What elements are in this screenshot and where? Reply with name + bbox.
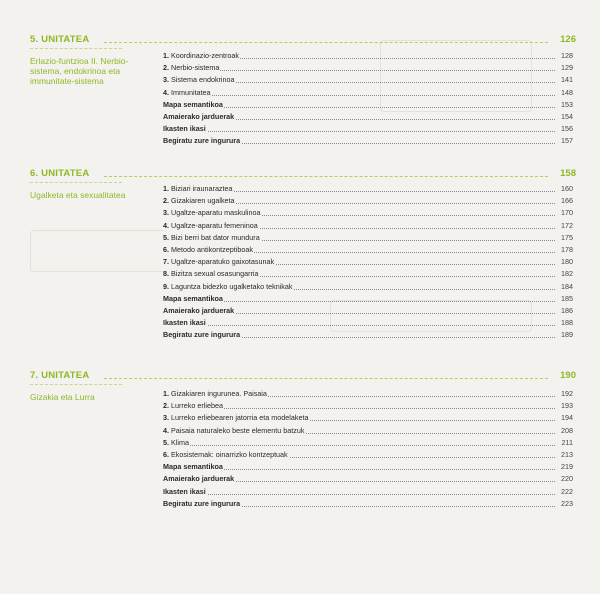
toc-entry[interactable]: 5. Klima 211 <box>163 437 573 447</box>
toc-entry[interactable]: Ikasten ikasi 222 <box>163 486 573 496</box>
toc-entry[interactable]: 3. Lurreko erliebearen jatorria eta modelaketa 194 <box>163 413 573 423</box>
toc-entry[interactable]: Begiratu zure ingurura 157 <box>163 136 573 146</box>
unit-subtitle: Erlazio-funtzioa II. Nerbio-sistema, endokrinoa eta immunitate-sistema <box>30 56 129 86</box>
unit-divider <box>104 378 548 379</box>
unit-page-number: 190 <box>560 370 576 381</box>
toc-entry[interactable]: 2. Gizakiaren ugalketa 166 <box>163 196 573 206</box>
unit-title: 6. UNITATEA <box>30 168 90 179</box>
unit-divider <box>104 176 548 177</box>
unit-page-number: 126 <box>560 34 576 45</box>
entry-page-number: 211 <box>561 437 573 447</box>
unit-header <box>30 34 576 48</box>
toc-entry[interactable]: 4. Ugaltze-aparatu femeninoa 172 <box>163 220 573 230</box>
entry-page-number: 129 <box>561 63 573 73</box>
unit-title: 7. UNITATEA <box>30 370 90 381</box>
subtitle-divider <box>30 48 122 49</box>
entry-page-number: 156 <box>561 124 573 134</box>
toc-entry[interactable]: 6. Metodo antikontzeptiboak 178 <box>163 244 573 254</box>
entry-page-number: 184 <box>561 281 573 291</box>
toc-entry[interactable]: 2. Lurreko erliebea 193 <box>163 401 573 411</box>
entry-page-number: 178 <box>561 244 573 254</box>
toc-entry[interactable]: 2. Nerbio-sistema 129 <box>163 63 573 73</box>
entry-page-number: 220 <box>561 474 573 484</box>
unit-subtitle: Ugalketa eta sexualitatea <box>30 190 126 200</box>
toc-entry[interactable]: Ikasten ikasi 156 <box>163 124 573 134</box>
toc-entry[interactable]: Amaierako jarduerak 186 <box>163 305 573 315</box>
toc-entry[interactable]: Mapa semantikoa 185 <box>163 293 573 303</box>
faint-background-shape <box>30 230 172 272</box>
entry-page-number: 222 <box>561 486 573 496</box>
unit-subtitle: Gizakia eta Lurra <box>30 392 95 402</box>
entry-page-number: 186 <box>561 305 573 315</box>
unit-header <box>30 168 576 182</box>
toc-entry[interactable]: Amaierako jarduerak 154 <box>163 111 573 121</box>
entry-page-number: 223 <box>561 498 573 508</box>
entry-page-number: 154 <box>561 111 573 121</box>
unit-title: 5. UNITATEA <box>30 34 90 45</box>
toc-entry[interactable]: 1. Gizakiaren ingurunea. Paisaia 192 <box>163 389 573 398</box>
toc-entry[interactable]: 1. Biziari iraunaraztea 160 <box>163 184 573 193</box>
entry-page-number: 180 <box>561 257 573 267</box>
toc-entry[interactable]: 8. Bizitza sexual osasungarria 182 <box>163 269 573 279</box>
entry-page-number: 193 <box>561 401 573 411</box>
subtitle-divider <box>30 182 122 183</box>
entry-page-number: 148 <box>561 87 573 97</box>
entry-page-number: 172 <box>561 220 573 230</box>
entry-page-number: 185 <box>561 293 573 303</box>
entry-page-number: 182 <box>561 269 573 279</box>
entry-page-number: 160 <box>561 184 573 193</box>
entry-list <box>163 388 573 510</box>
entry-list <box>163 183 573 341</box>
toc-entry[interactable]: 1. Koordinazio-zentroak 128 <box>163 51 573 60</box>
entry-page-number: 175 <box>561 232 573 242</box>
toc-entry[interactable]: 4. Immunitatea 148 <box>163 87 573 97</box>
toc-entry[interactable]: 5. Bizi berri bat dator mundura 175 <box>163 232 573 242</box>
toc-entry[interactable]: 6. Ekosistemak: oinarrizko kontzeptuak 213 <box>163 449 573 459</box>
entry-page-number: 128 <box>561 51 573 60</box>
toc-entry[interactable]: Ikasten ikasi 188 <box>163 318 573 328</box>
entry-page-number: 153 <box>561 99 573 109</box>
entry-page-number: 213 <box>561 449 573 459</box>
toc-entry[interactable]: 4. Paisaia naturaleko beste elementu batzuk 208 <box>163 425 573 435</box>
unit-page-number: 158 <box>560 168 576 179</box>
entry-page-number: 166 <box>561 196 573 206</box>
entry-page-number: 141 <box>561 75 573 85</box>
entry-page-number: 194 <box>561 413 573 423</box>
entry-page-number: 219 <box>561 462 573 472</box>
toc-entry[interactable]: 3. Sistema endokrinoa 141 <box>163 75 573 85</box>
entry-page-number: 192 <box>561 389 573 398</box>
entry-list <box>163 50 573 148</box>
entry-page-number: 188 <box>561 318 573 328</box>
entry-page-number: 170 <box>561 208 573 218</box>
toc-entry[interactable]: Begiratu zure ingurura 223 <box>163 498 573 508</box>
toc-entry[interactable]: 3. Ugaltze-aparatu maskulinoa 170 <box>163 208 573 218</box>
toc-entry[interactable]: Amaierako jarduerak 220 <box>163 474 573 484</box>
toc-entry[interactable]: 7. Ugaltze-aparatuko gaixotasunak 180 <box>163 257 573 267</box>
entry-page-number: 157 <box>561 136 573 146</box>
toc-entry[interactable]: Begiratu zure ingurura 189 <box>163 330 573 340</box>
toc-entry[interactable]: Mapa semantikoa 219 <box>163 462 573 472</box>
toc-entry[interactable]: Mapa semantikoa 153 <box>163 99 573 109</box>
entry-page-number: 208 <box>561 425 573 435</box>
subtitle-divider <box>30 384 122 385</box>
toc-entry[interactable]: 9. Laguntza bidezko ugalketako teknikak 184 <box>163 281 573 291</box>
unit-divider <box>104 42 548 43</box>
entry-page-number: 189 <box>561 330 573 340</box>
unit-header <box>30 370 576 384</box>
